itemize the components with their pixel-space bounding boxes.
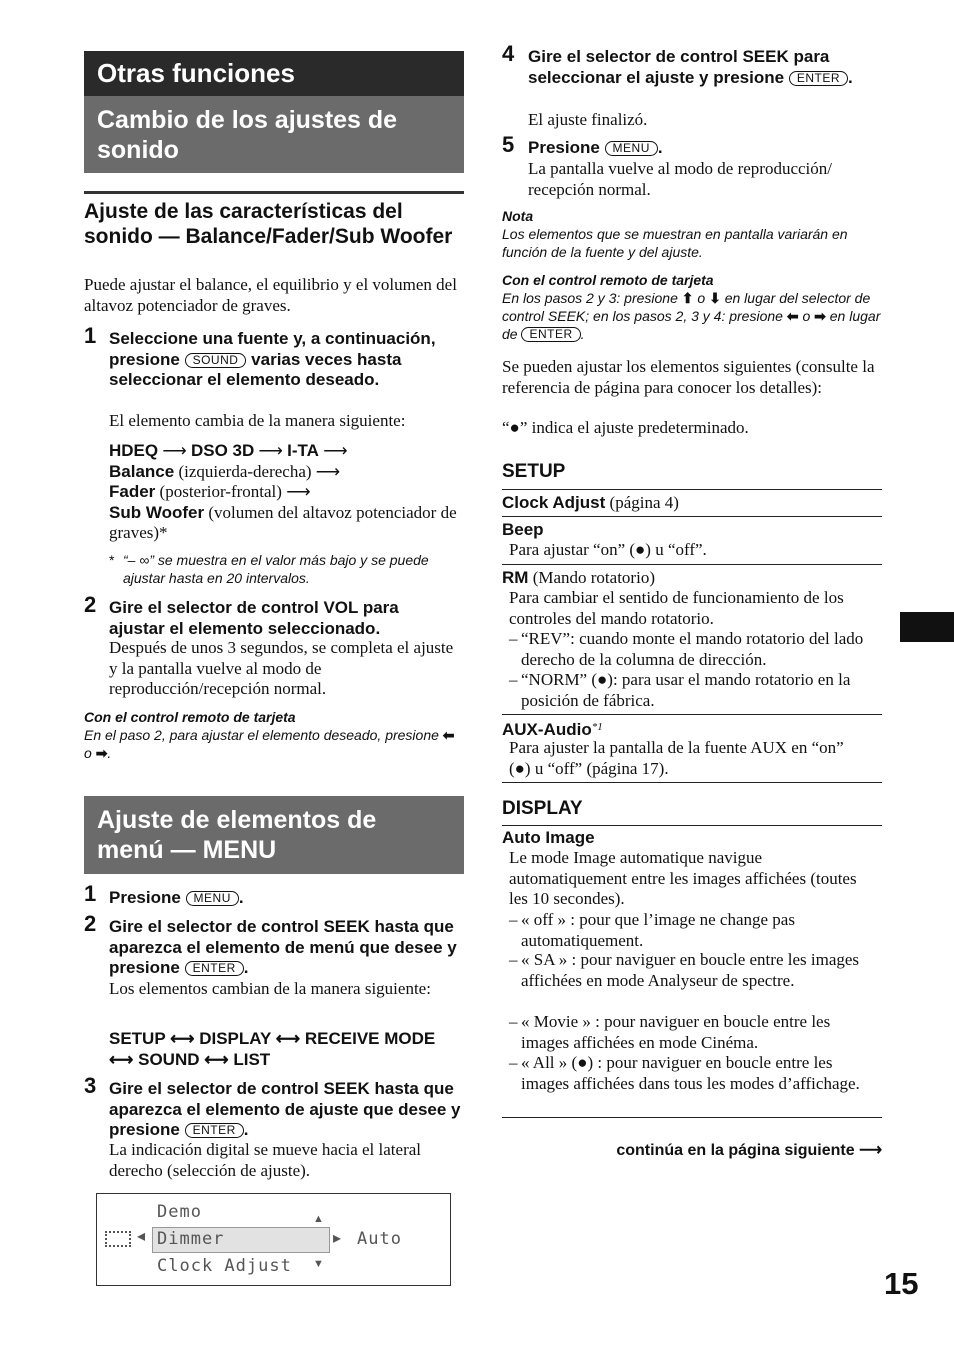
rm-row [502,568,655,589]
step1-title [109,329,459,391]
step4-text: Gire el selector de control SEEK para seleccionar el ajuste y presione [528,47,830,87]
seq-hdeq: HDEQ [109,441,159,460]
banner-menu-text: Ajuste de elementos de menú — MENU [97,806,377,864]
double-arrow-icon: ⟷ [109,1049,134,1069]
lcd-grid-icon [105,1231,131,1247]
page-number: 15 [884,1266,919,1301]
up-arrow-icon: ⬆ [681,290,694,306]
down-arrow-icon: ⬇ [709,290,721,306]
rule [502,825,882,826]
menu-step2: Gire el selector de control SEEK hasta que aparezca el elemento de menú que desee y presione ENTER . [109,917,457,977]
menu-seq-sound: SOUND [138,1049,200,1069]
rm-label: RM [502,568,529,587]
section1-title: Ajuste de las características del sonido — Balance/Fader/Sub Woofer [84,200,453,248]
menu-sequence [109,1029,459,1070]
remote-head-right: Con el control remoto de tarjeta [502,272,714,288]
lcd-up-arrow-icon: ▲ [313,1213,324,1225]
auto-movie: « Movie » : pour naviguer en boucle entre les images affichées en mode Cinéma. [521,1012,831,1052]
seq-balance-note: (izquierda-derecha) [178,461,312,481]
dash: – [509,670,518,689]
remote-right-b: en lugar del selector de control SEEK; en los pasos 2, 3 y 4: presione [502,290,871,324]
intro-default: “●” indica el ajuste predeterminado. [502,418,749,437]
menu-step1: Presione MENU . [109,888,244,907]
step5-number: 5 [502,132,515,157]
right-arrow-icon: ⟶ [859,1142,882,1159]
seq-dso: DSO 3D [191,441,255,460]
menu-seq-display: DISPLAY [199,1029,272,1048]
remote-note-a: En el paso 2, para ajustar el elemento deseado, presione [84,727,439,743]
remote-note-head: Con el control remoto de tarjeta [84,709,296,725]
double-arrow-icon: ⟷ [170,1029,195,1048]
remote-right-a: En los pasos 2 y 3: presione [502,290,678,306]
lcd-down-arrow-icon: ▼ [313,1258,324,1270]
step2-number: 2 [84,592,97,617]
step5: Presione MENU . [528,138,663,157]
lcd-line-2: Dimmer [157,1229,225,1249]
menu-key: MENU [186,891,239,906]
rule [502,714,882,715]
right-arrow-icon: ⟶ [323,441,348,460]
right-arrow-icon: ⟶ [315,461,341,481]
sound-sequence [109,441,459,544]
menu-step1-text: Presione [109,888,181,907]
auto-sa: « SA » : pour naviguer en boucle entre les images affichées en mode Analyseur de spectre. [521,950,860,990]
auto-label: Auto Image [502,828,595,847]
menu-step2-text: Gire el selector de control SEEK hasta que aparezca el elemento de menú que desee y presione [109,917,457,977]
seq-ita: I-TA [287,441,319,460]
chapter-tab [900,612,954,642]
menu-key: MENU [605,141,658,156]
rule [502,1117,882,1118]
beep-desc: Para ajustar “on” (●) u “off”. [509,540,707,559]
nota-head: Nota [502,208,534,224]
left-arrow-icon: ⬅ [442,727,455,743]
enter-key: ENTER [185,1123,244,1138]
menu-seq-setup: SETUP [109,1029,166,1048]
sound-key: SOUND [185,353,247,368]
dash: – [509,950,518,969]
rule [502,564,882,565]
step1-desc: El elemento cambia de la manera siguiente: [109,411,406,430]
beep-label: Beep [502,520,544,539]
dash: – [509,1012,518,1031]
aux-label: AUX-Audio [502,720,592,739]
remote-right-c: en lugar de [502,308,881,342]
menu-step3-number: 3 [84,1073,97,1098]
continue-text: continúa en la página siguiente [616,1142,855,1159]
right-arrow-icon: ➡ [814,308,826,324]
intro-text: Se pueden ajustar los elementos siguientes (consulte la referencia de página para conocer los detalles): [502,357,875,397]
footnote-text: “– ∞” se muestra en el valor más bajo y se puede ajustar hasta en 20 intervalos. [123,552,429,586]
banner-main-text: Otras funciones [97,58,295,88]
seq-sub-note: (volumen del altavoz potenciador de graves)* [109,502,457,542]
auto-off: « off » : pour que l’image ne change pas automatiquement. [521,910,795,950]
step1-text-b: varias veces hasta seleccionar el elemento deseado. [109,349,402,389]
section-rule [84,191,464,194]
aux-desc: Para ajuster la pantalla de la fuente AUX en “on” (●) u “off” (página 17). [509,738,844,778]
rm-note: (Mando rotatorio) [532,568,655,587]
banner-menu [84,796,464,874]
step1-number: 1 [84,323,97,348]
remote-text-right: En los pasos 2 y 3: presione ⬆ o ⬇ en lugar del selector de control SEEK; en los pasos 2, 3 y 4: presione ⬅ o ➡ en lugar de ENTER . [502,290,881,342]
double-arrow-icon: ⟷ [204,1049,229,1069]
rm-desc: Para cambiar el sentido de funcionamiento de los controles del mando rotatorio. [509,588,844,628]
menu-step2-desc: Los elementos cambian de la manera siguiente: [109,979,431,998]
clock-row [502,493,679,514]
enter-key: ENTER [521,327,580,342]
dash: – [509,910,518,929]
rule [502,516,882,517]
lcd-value: Auto [357,1229,402,1249]
right-arrow-icon: ➡ [95,745,108,761]
setup-heading: SETUP [502,461,566,482]
left-arrow-icon: ⬅ [786,308,799,324]
right-arrow-icon: ⟶ [286,482,311,501]
footnote-star: * [109,552,115,568]
aux-row [502,717,603,741]
right-arrow-icon: ⟶ [258,441,283,460]
seq-balance: Balance [109,461,175,481]
menu-step2-number: 2 [84,911,97,936]
step4: Gire el selector de control SEEK para seleccionar el ajuste y presione ENTER . [528,47,853,87]
menu-seq-receive: RECEIVE MODE [304,1029,436,1048]
step4-desc: El ajuste finalizó. [528,110,648,129]
rm-rev: “REV”: cuando monte el mando rotatorio del lado derecho de la columna de dirección. [521,629,864,669]
display-heading: DISPLAY [502,798,583,819]
remote-right-o: o [697,290,706,306]
clock-ref: (página 4) [609,493,679,512]
step5-text: Presione [528,138,600,157]
lcd-display [96,1193,451,1286]
lcd-right-arrow-icon: ▸ [333,1230,342,1247]
menu-step3-text: Gire el selector de control SEEK hasta que aparezca el elemento de ajuste que desee y presione [109,1079,461,1139]
rule [502,782,882,783]
rule [502,489,882,490]
section1-intro: Puede ajustar el balance, el equilibrio y el volumen del altavoz potenciador de graves. [84,275,457,315]
enter-key: ENTER [185,961,244,976]
dash: – [509,1053,518,1072]
lcd-line-1: Demo [157,1202,202,1222]
remote-right-o2: o [802,308,811,324]
menu-step3-desc: La indicación digital se mueve hacia el lateral derecho (selección de ajuste). [109,1140,421,1180]
banner-sub-text: Cambio de los ajustes de sonido [97,106,398,164]
step5-desc: La pantalla vuelve al modo de reproducción/ recepción normal. [528,159,832,199]
remote-note-or: o [84,745,92,761]
banner-sub [84,96,464,173]
seq-fader: Fader [109,482,156,501]
enter-key: ENTER [789,71,848,86]
menu-step3: Gire el selector de control SEEK hasta que aparezca el elemento de ajuste que desee y presione ENTER . [109,1079,461,1139]
aux-sup: *1 [591,721,603,733]
lcd-line-3: Clock Adjust [157,1256,292,1276]
continue-note [566,1141,882,1162]
rm-norm: “NORM” (●): para usar el mando rotatorio en la posición de fábrica. [521,670,851,710]
step2-desc: Después de unos 3 segundos, se completa el ajuste y la pantalla vuelve al modo de reproducción/recepción normal. [109,638,454,698]
step2-title: Gire el selector de control VOL para ajustar el elemento seleccionado. [109,598,399,638]
step1-text-a: Seleccione una fuente y, a continuación, presione [109,329,436,369]
step4-number: 4 [502,41,515,66]
double-arrow-icon: ⟷ [275,1029,301,1048]
nota-text: Los elementos que se muestran en pantalla variarán en función de la fuente y del ajuste. [502,226,848,260]
dash: – [509,629,518,648]
auto-all: « All » (●) : pour naviguer en boucle entre les images affichées dans tous les modes d’affichage. [521,1053,860,1093]
auto-desc: Le mode Image automatique navigue automatiquement entre les images affichées (toutes les 10 secondes). [509,848,857,908]
lcd-left-arrow-icon: ◂ [137,1228,146,1245]
clock-label: Clock Adjust [502,493,606,512]
remote-note-text: En el paso 2, para ajustar el elemento deseado, presione ⬅ o ➡. [84,727,455,761]
banner-main [84,51,464,96]
menu-step1-number: 1 [84,881,97,906]
menu-seq-list: LIST [233,1049,271,1069]
seq-fader-note: (posterior-frontal) [159,482,282,501]
right-arrow-icon: ⟶ [162,441,187,460]
seq-sub: Sub Woofer [109,502,205,522]
